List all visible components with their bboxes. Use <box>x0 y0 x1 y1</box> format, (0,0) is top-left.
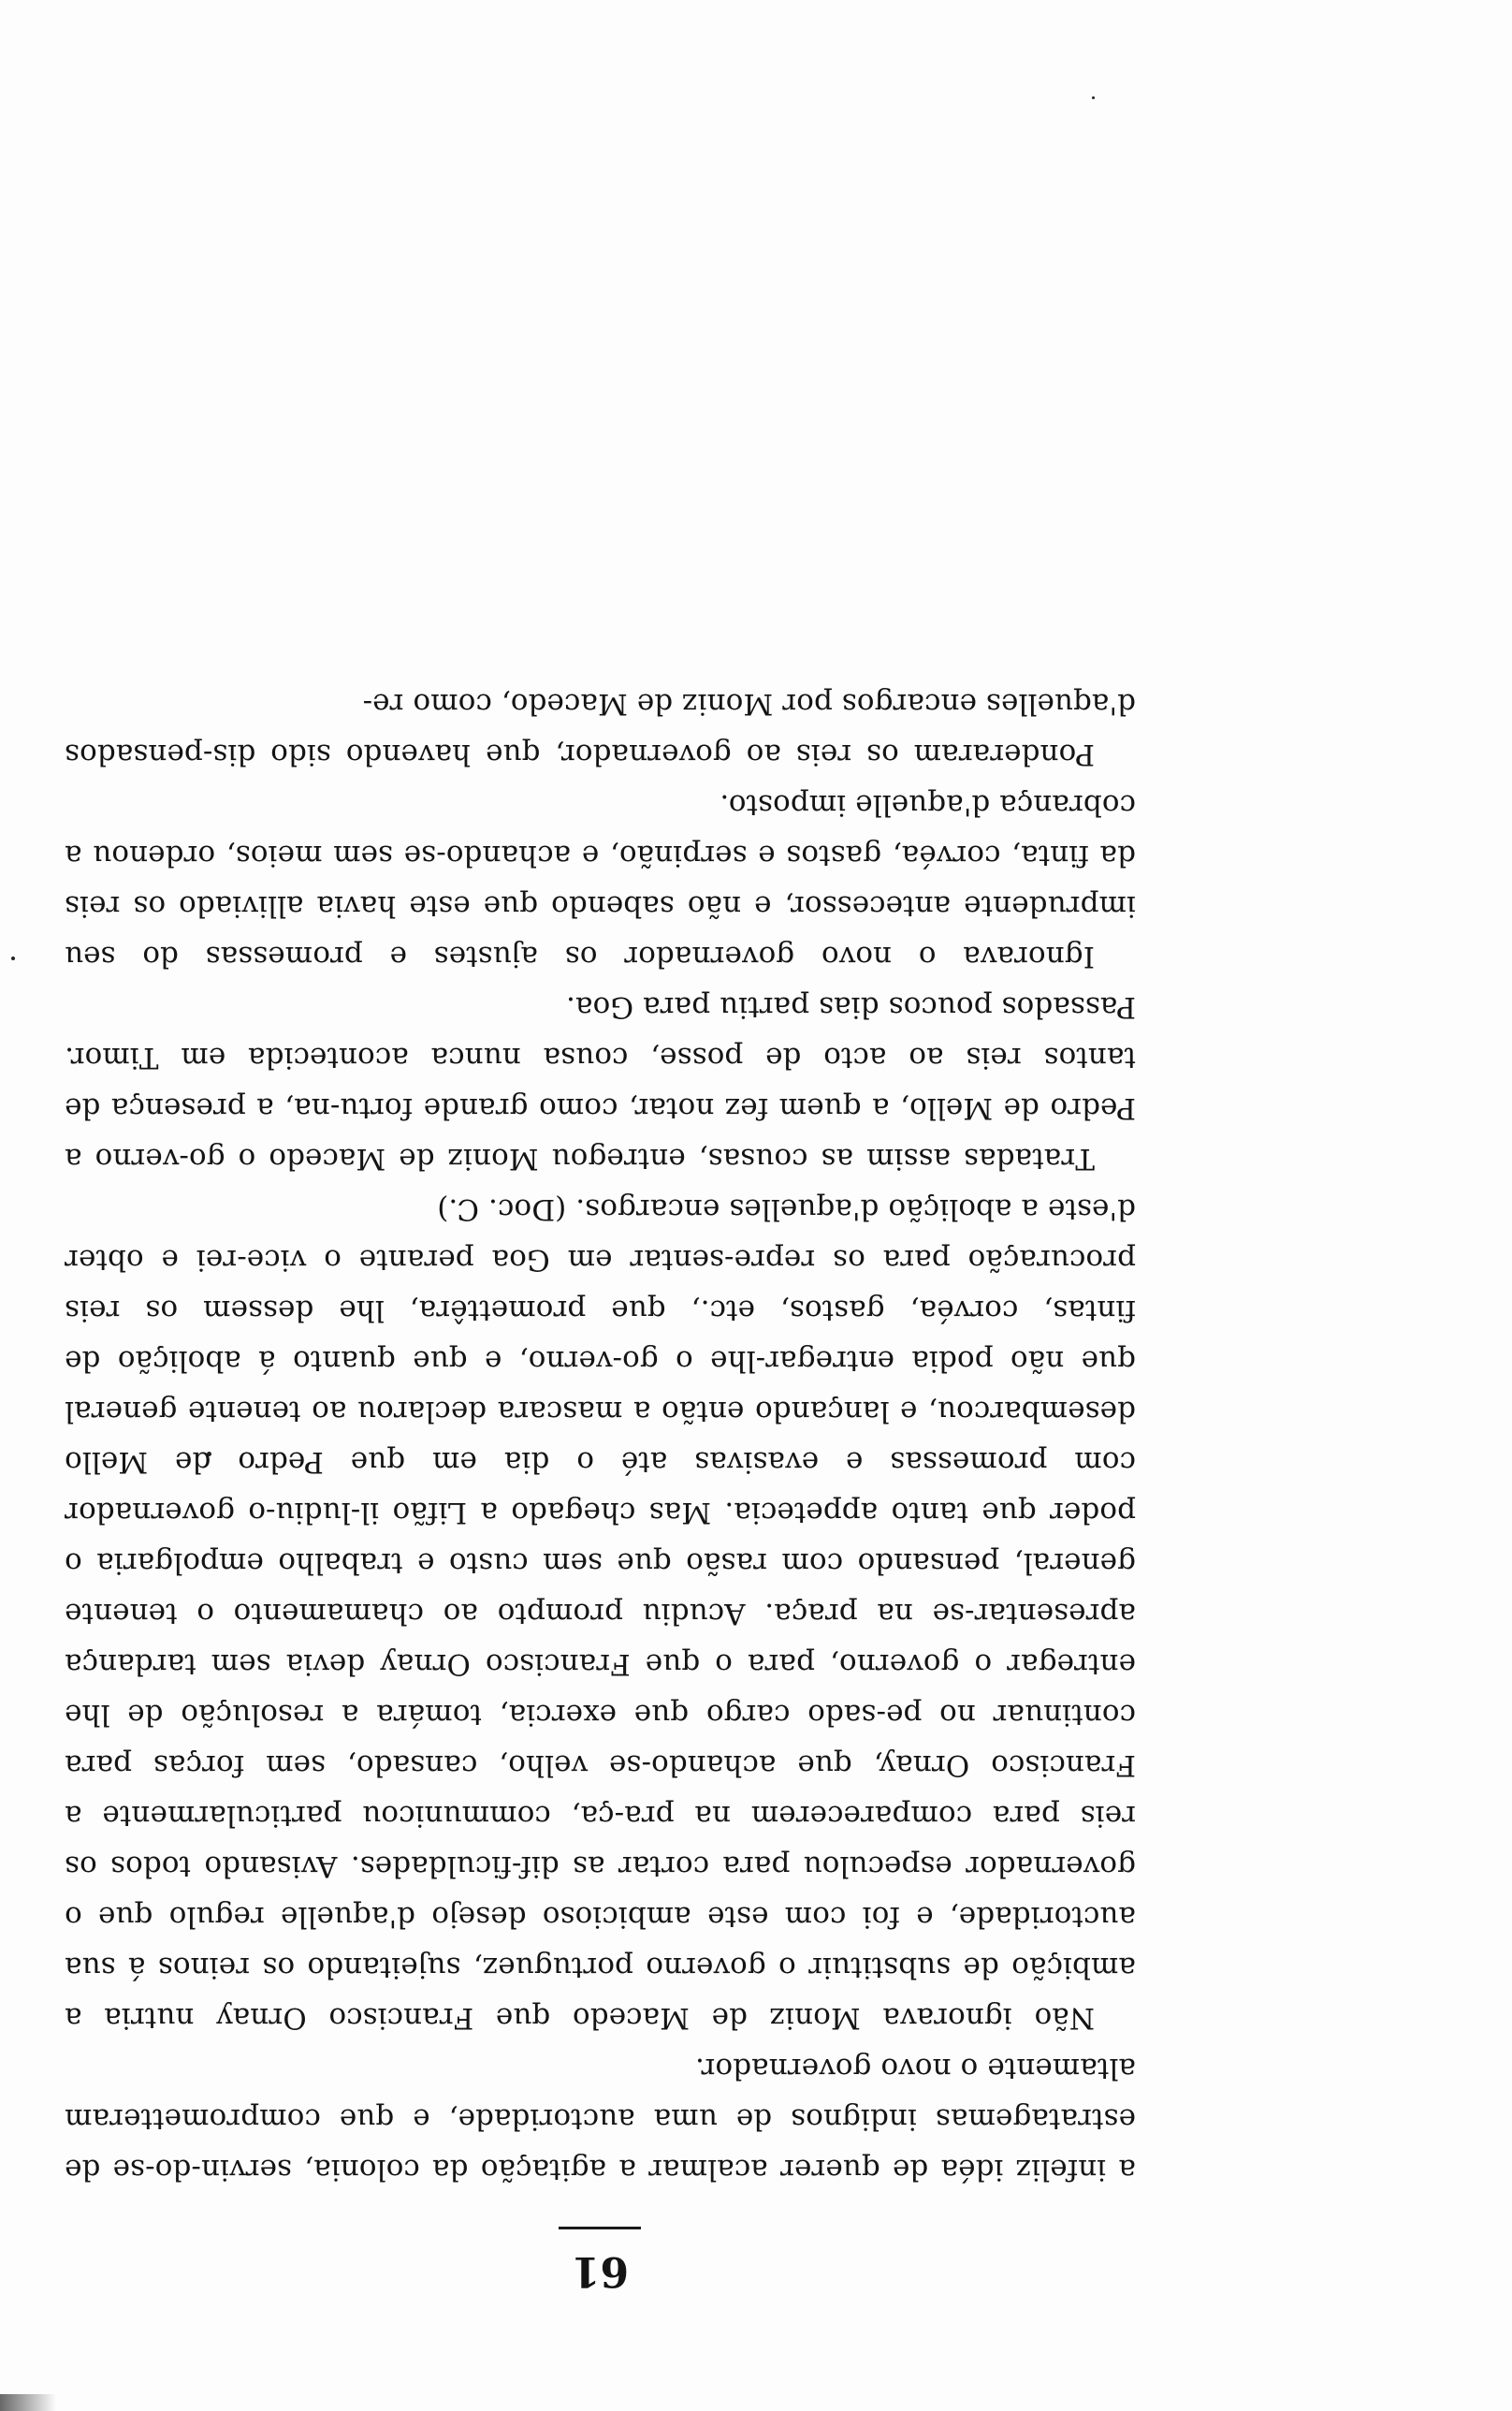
scan-edge-shadow <box>0 2394 56 2411</box>
dust-speck <box>1092 96 1095 99</box>
page-number: 61 <box>571 2247 630 2295</box>
page-content <box>65 679 1136 2299</box>
paragraph-5: Ponderaram os reis ao governador, que havendo sido dis-pensados d'aquelles encargos por Moniz de Macedo, como re- <box>65 687 1136 771</box>
paragraph-1: a infeliz idéa de querer acalmar a agitação da colonia, servin-do-se de estratagemas indignos de uma auctoridade, e que comprometteram altamente o novo governador. <box>65 2052 1136 2186</box>
paragraph-4: Ignorava o novo governador os ajustes e promessas do seu imprudente antecessor, e não sabendo que este havia alliviado os reis da finta, corvéa, gastos e serpinão, e achando-se sem meios, ordenou a cobrança d'aquelle imposto. <box>65 788 1136 973</box>
dust-speck <box>11 957 15 960</box>
paragraph-3: Tratadas assim as cousas, entregou Moniz de Macedo o go-verno a Pedro de Mello, a quem fez notar, como grande fortu-na, a presença de tantos reis ao acto de posse, cousa nunca acontecida em Timor. Passados poucos dias partiu para Goa. <box>65 990 1136 1176</box>
paragraph-2: Não ignorava Moniz de Macedo que Francisco Ornay nutria a ambição de substituir o governo portuguez, sujeitando os reinos á sua auctoridade, e foi com este ambicioso desejo d'aquelle regulo que o governador especulou para cortar as dif-ficuldades. Avisando todos os reis para comparecerem na pra-ça, communicou particularmente a Francisco Ornay, que achando-se velho, cansado, sem forças para continuar no pe-sado cargo que exercia, tomára a resolução de lhe entregar o governo, para o que Francisco Ornay devia sem tardança apresentar-se na praça. Acudiu prompto ao chamamento o tenente general, pensando com rasão que sem custo e trabalho empolgaria o poder que tanto appetecia. Mas chegado a Lifão il-ludiu-o governador com promessas e evasivas até o dia em que Pedro de Mello desembarcou, e lançando então a mascara declarou ao tenente general que não podia entregar-lhe o go-verno, e que quanto á abolição de fintas, corvéa, gastos, etc., que promettêra, lhe dessem os reis procuração para os repre-sentar em Goa perante o vice-rei e obter d'este a abolição d'aquelles encargos. (Doc. C.) <box>65 1192 1136 2035</box>
header-rule <box>560 2227 642 2229</box>
